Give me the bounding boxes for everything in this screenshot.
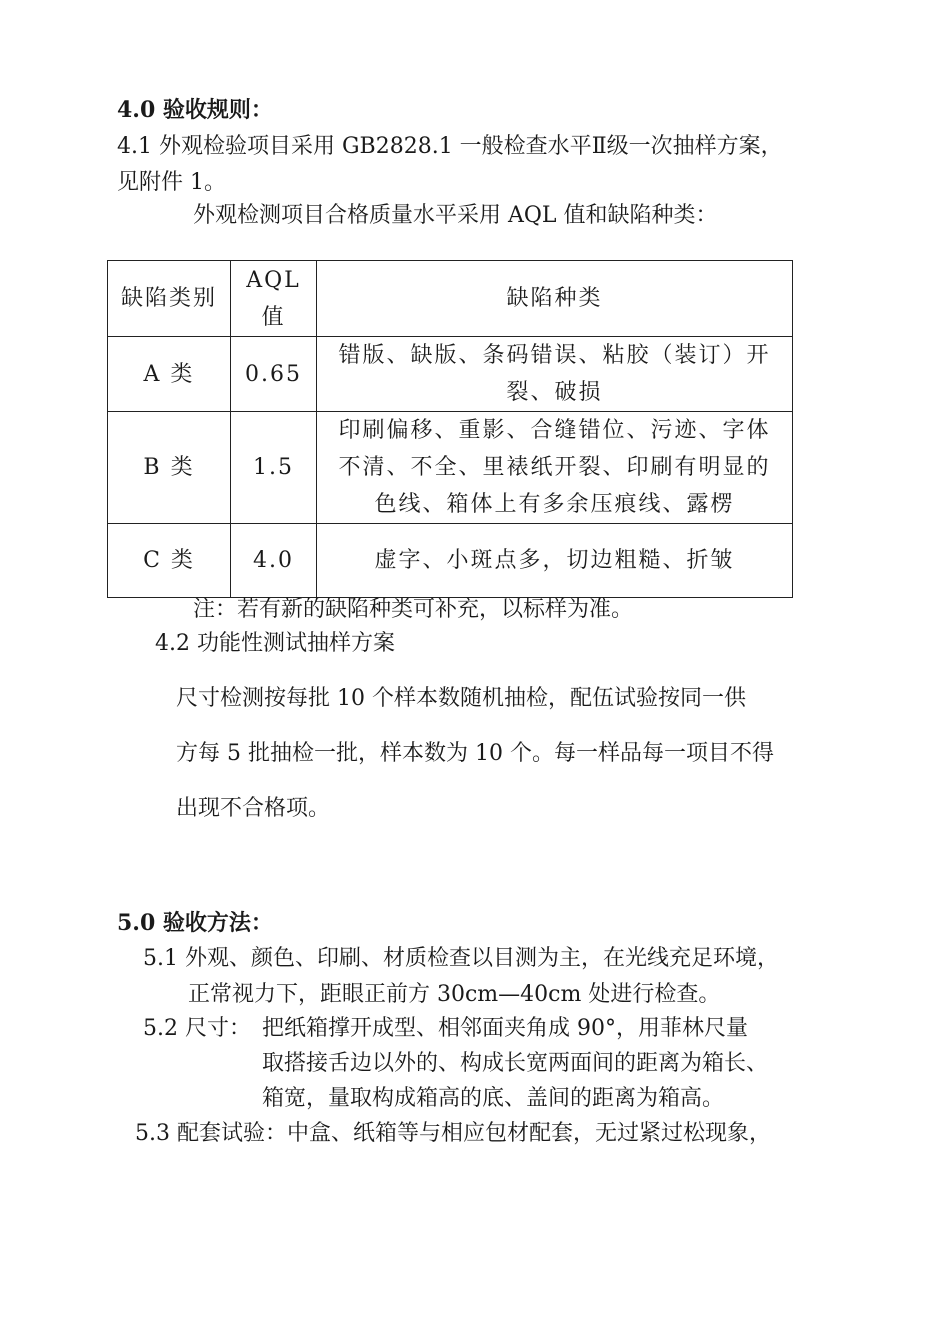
paragraph-5-2-label: 5.2 尺寸： (143, 1016, 251, 1041)
cell-aql: 0.65 (231, 337, 317, 412)
paragraph-4-1-line-2: 见附件 1。 (117, 170, 226, 195)
paragraph-5-1-line-2: 正常视力下，距眼正前方 30cm—40cm 处进行检查。 (188, 982, 721, 1007)
header-defect-types: 缺陷种类 (317, 261, 793, 337)
table-header-row (108, 261, 793, 337)
section-5-heading: 5.0 验收方法： (117, 910, 273, 936)
cell-defect-types: 印刷偏移、重影、合缝错位、污迹、字体 不清、不全、里裱纸开裂、印刷有明显的 色线、箱体上有多余压痕线、露楞 (317, 412, 793, 524)
cell-defect-types: 错版、缺版、条码错误、粘胶（装订）开 裂、破损 (317, 337, 793, 412)
paragraph-4-2-line-2: 方每 5 批抽检一批，样本数为 10 个。每一样品每一项目不得 (176, 741, 774, 766)
section-4-heading: 4.0 验收规则： (117, 97, 273, 123)
cell-aql: 1.5 (231, 412, 317, 524)
cell-category: A 类 (108, 337, 231, 412)
table-intro: 外观检测项目合格质量水平采用 AQL 值和缺陷种类： (193, 203, 718, 228)
defect-table (107, 260, 793, 598)
cell-aql: 4.0 (231, 524, 317, 598)
paragraph-4-2-title: 4.2 功能性测试抽样方案 (155, 631, 395, 656)
paragraph-4-2-line-1: 尺寸检测按每批 10 个样本数随机抽检，配伍试验按同一供 (176, 686, 746, 711)
paragraph-5-2-line-2: 取搭接舌边以外的、构成长宽两面间的距离为箱长、 (262, 1051, 769, 1076)
table-row (108, 524, 793, 598)
header-aql: AQL 值 (231, 261, 317, 337)
table-row (108, 412, 793, 524)
paragraph-4-1-line-1: 4.1 外观检验项目采用 GB2828.1 一般检查水平Ⅱ级一次抽样方案， (117, 134, 783, 159)
paragraph-5-2-line-3: 箱宽，量取构成箱高的底、盖间的距离为箱高。 (262, 1086, 725, 1111)
header-category: 缺陷类别 (108, 261, 231, 337)
paragraph-5-3-line-1: 5.3 配套试验：中盒、纸箱等与相应包材配套，无过紧过松现象， (135, 1121, 771, 1146)
paragraph-4-2-line-3: 出现不合格项。 (176, 796, 331, 821)
paragraph-5-2-line-1: 把纸箱撑开成型、相邻面夹角成 90°，用菲林尺量 (262, 1016, 748, 1041)
paragraph-5-1-line-1: 5.1 外观、颜色、印刷、材质检查以目测为主，在光线充足环境， (143, 946, 779, 971)
table-note: 注：若有新的缺陷种类可补充，以标样为准。 (193, 597, 634, 622)
cell-category: C 类 (108, 524, 231, 598)
cell-defect-types: 虚字、小斑点多，切边粗糙、折皱 (317, 524, 793, 598)
cell-category: B 类 (108, 412, 231, 524)
table-row (108, 337, 793, 412)
